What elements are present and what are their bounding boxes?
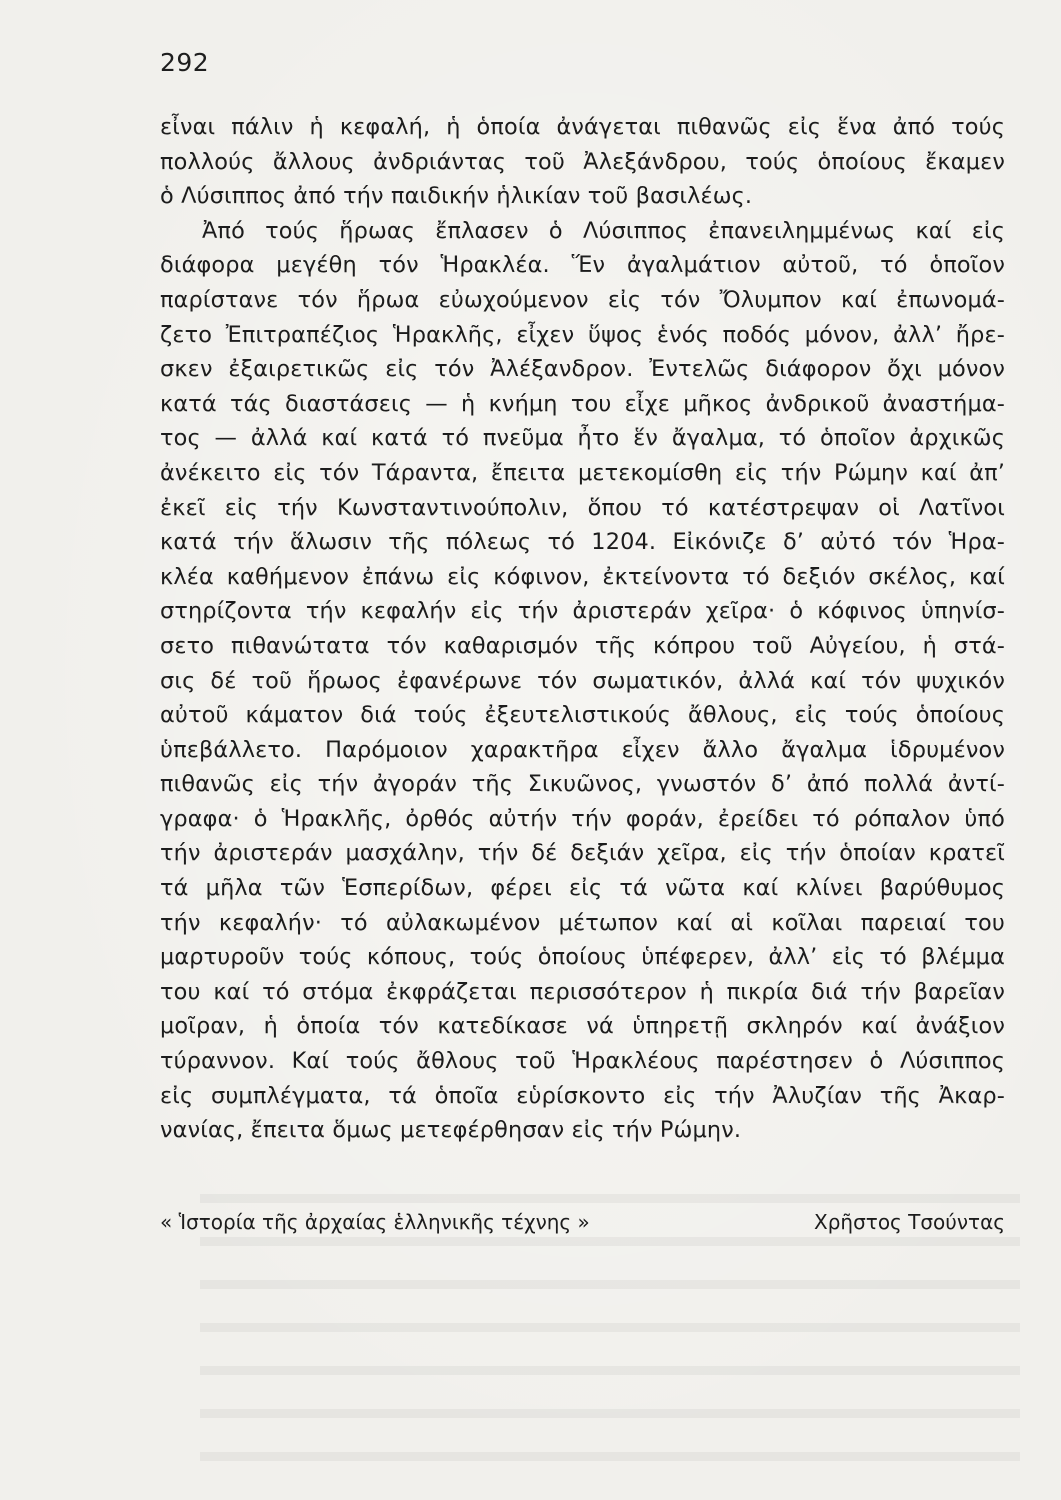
text-line: ἐκεῖ εἰς τήν Κωνσταντινούπολιν, ὅπου τό κατέστρεψαν οἱ Λατῖνοι [160, 494, 1005, 521]
text-line: τά μῆλα τῶν Ἑσπερίδων, φέρει εἰς τά νῶτα καί κλίνει βαρύθυμος [160, 875, 1005, 902]
text-line: ζετο Ἐπιτραπέζιος Ἡρακλῆς, εἶχεν ὕψος ἑνός ποδός μόνον, ἀλλ’ ἤρε- [160, 321, 1005, 348]
text-line: ὑπεβάλλετο. Παρόμοιον χαρακτῆρα εἶχεν ἄλλο ἄγαλμα ἱδρυμένον [160, 736, 1005, 763]
text-line: ἀνέκειτο εἰς τόν Τάραντα, ἔπειτα μετεκομίσθη εἰς τήν Ρώμην καί ἀπ’ [160, 459, 1005, 486]
text-line: κατά τάς διαστάσεις — ἡ κνήμη του εἶχε μῆκος ἀνδρικοῦ ἀναστήμα- [160, 390, 1005, 417]
page-number: 292 [160, 48, 210, 77]
text-line: τήν κεφαλήν· τό αὐλακωμένον μέτωπον καί αἱ κοῖλαι παρειαί του [160, 909, 1005, 936]
text-line: σκεν ἐξαιρετικῶς εἰς τόν Ἀλέξανδρον. Ἐντελῶς διάφορον ὄχι μόνον [160, 356, 1005, 383]
text-line: τήν ἀριστεράν μασχάλην, τήν δέ δεξιάν χεῖρα, εἰς τήν ὁποίαν κρατεῖ [160, 840, 1005, 867]
text-line: εἶναι πάλιν ἡ κεφαλή, ἡ ὁποία ἀνάγεται πιθανῶς εἰς ἕνα ἀπό τούς [160, 114, 1005, 140]
author-name: Χρῆστος Τσούντας [814, 1210, 1005, 1234]
text-line: εἰς συμπλέγματα, τά ὁποῖα εὑρίσκοντο εἰς τήν Ἀλυζίαν τῆς Ἀκαρ- [160, 1082, 1005, 1109]
text-line: αὐτοῦ κάματον διά τούς ἐξευτελιστικούς ἄθλους, εἰς τούς ὁποίους [160, 702, 1005, 729]
text-line: σετο πιθανώτατα τόν καθαρισμόν τῆς κόπρου τοῦ Αὐγείου, ἡ στά- [160, 632, 1005, 659]
text-line: τύραννον. Καί τούς ἄθλους τοῦ Ἡρακλέους παρέστησεν ὁ Λύσιππος [160, 1048, 1005, 1075]
text-line: στηρίζοντα τήν κεφαλήν εἰς τήν ἀριστεράν χεῖρα· ὁ κόφινος ὑπηνίσ- [160, 598, 1005, 625]
text-line: τος — ἀλλά καί κατά τό πνεῦμα ἦτο ἕν ἄγαλμα, τό ὁποῖον ἀρχικῶς [160, 425, 1005, 452]
source-title: « Ἱστορία τῆς ἀρχαίας ἑλληνικῆς τέχνης » [160, 1210, 590, 1234]
text-line: μοῖραν, ἡ ὁποία τόν κατεδίκασε νά ὑπηρετῇ σκληρόν καί ἀνάξιον [160, 1013, 1005, 1040]
text-line: πιθανῶς εἰς τήν ἀγοράν τῆς Σικυῶνος, γνωστόν δ’ ἀπό πολλά ἀντί- [160, 771, 1005, 798]
text-line: γραφα· ὁ Ἡρακλῆς, ὀρθός αὐτήν τήν φοράν, ἐρείδει τό ρόπαλον ὑπό [160, 805, 1005, 832]
citation-footer [160, 1205, 1005, 1239]
text-line: νανίας, ἔπειτα ὅμως μετεφέρθησαν εἰς τήν Ρώμην. [160, 1117, 742, 1144]
text-line: του καί τό στόμα ἐκφράζεται περισσότερον ἡ πικρία διά τήν βαρεῖαν [160, 978, 1005, 1005]
text-line: ὁ Λύσιππος ἀπό τήν παιδικήν ἡλικίαν τοῦ βασιλέως. [160, 183, 753, 210]
text-line: πολλούς ἄλλους ἀνδριάντας τοῦ Ἀλεξάνδρου, τούς ὁποίους ἔκαμεν [160, 148, 1005, 175]
body-paragraphs [160, 110, 1005, 1148]
text-line: σις δέ τοῦ ἥρωος ἐφανέρωνε τόν σωματικόν, ἀλλά καί τόν ψυχικόν [160, 667, 1005, 694]
text-line: κλέα καθήμενον ἐπάνω εἰς κόφινον, ἐκτείνοντα τό δεξιόν σκέλος, καί [160, 563, 1005, 590]
text-line: διάφορα μεγέθη τόν Ἡρακλέα. Ἕν ἀγαλμάτιον αὐτοῦ, τό ὁποῖον [160, 252, 1005, 279]
text-line: Ἀπό τούς ἥρωας ἔπλασεν ὁ Λύσιππος ἐπανειλημμένως καί εἰς [202, 217, 1005, 244]
text-line: παρίστανε τόν ἥρωα εὐωχούμενον εἰς τόν Ὄλυμπον καί ἐπωνομά- [160, 286, 1005, 313]
text-line: μαρτυροῦν τούς κόπους, τούς ὁποίους ὑπέφερεν, ἀλλ’ εἰς τό βλέμμα [160, 944, 1005, 971]
text-line: κατά τήν ἅλωσιν τῆς πόλεως τό 1204. Εἰκόνιζε δ’ αὐτό τόν Ἡρα- [160, 529, 1005, 556]
